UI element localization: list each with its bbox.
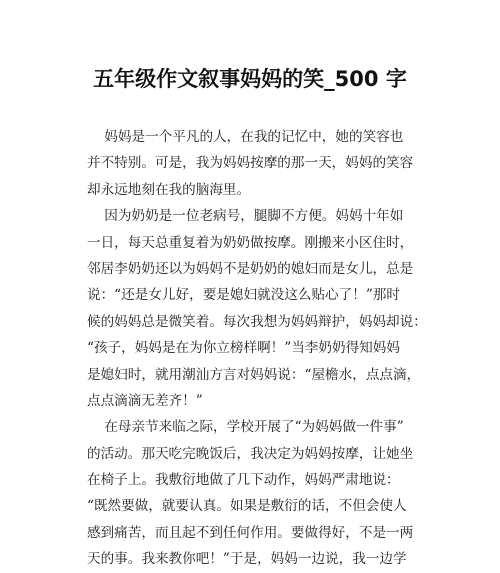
body-line: “既然要做，就要认真。如果是敷衍的话，不但会使人 <box>87 498 407 515</box>
body-line: 却永远地刻在我的脑海里。 <box>87 181 251 198</box>
body-line: 点点滴滴无差齐！” <box>87 392 203 409</box>
body-line: 在母亲节来临之际，学校开展了“为妈妈做一件事” <box>87 419 404 436</box>
body-line: 因为奶奶是一位老病号，腿脚不方便。妈妈十年如 <box>87 208 404 225</box>
body-line: “孩子，妈妈是在为你立榜样啊！”当李奶奶得知妈妈 <box>87 340 400 357</box>
body-line: 妈妈是一个平凡的人，在我的记忆中，她的笑容也 <box>87 129 404 145</box>
body-line: 在椅子上。我敷衍地做了几下动作，妈妈严肃地说： <box>87 472 400 489</box>
document-body <box>87 124 433 573</box>
body-line: 天的事。我来教你吧！”于是，妈妈一边说，我一边学 <box>87 551 407 568</box>
body-line: 邻居李奶奶还以为妈妈不是奶奶的媳妇而是女儿，总是 <box>87 260 414 277</box>
body-line: 的活动。那天吃完晚饭后，我决定为妈妈按摩，让她坐 <box>87 445 414 462</box>
body-line: 候的妈妈总是微笑着。每次我想为妈妈辩护，妈妈却说： <box>87 313 427 330</box>
document-title: 五年级作文叙事妈妈的笑_500 字 <box>93 67 407 91</box>
body-line: 一日，每天总重复着为奶奶做按摩。刚搬来小区住时， <box>87 234 414 251</box>
body-line: 并不特别。可是，我为妈妈按摩的那一天，妈妈的笑容 <box>87 155 414 172</box>
body-line: 是媳妇时，就用潮汕方言对妈妈说：“屋檐水，点点滴， <box>87 366 421 383</box>
body-line: 说：“还是女儿好，要是媳妇就没这么贴心了！”那时 <box>87 287 400 304</box>
body-line: 感到痛苦，而且起不到任何作用。要做得好，不是一两 <box>87 524 414 541</box>
